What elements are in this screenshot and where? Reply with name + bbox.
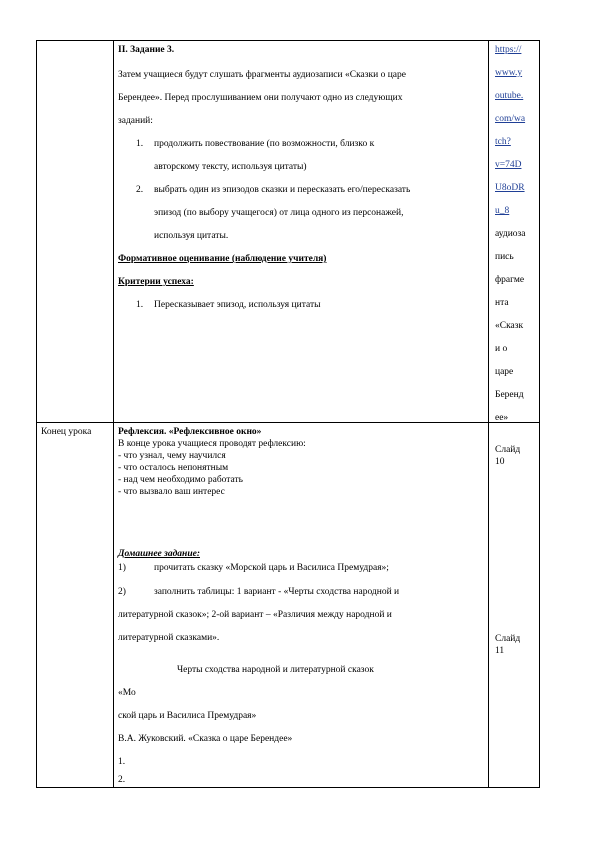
reflection-intro: В конце урока учащиеся проводят рефлексию: xyxy=(118,439,306,449)
comparison-table-caption: Черты сходства народной и литературной сказок xyxy=(177,665,374,675)
task-list-item: эпизод (по выбору учащегося) от лица одного из персонажей, xyxy=(154,208,404,218)
resource-link-line[interactable]: com/wa xyxy=(495,114,526,124)
comparison-row-number: 2. xyxy=(118,775,126,785)
resource-description: царе xyxy=(495,367,514,377)
assessment-label: Формативное оценивание (наблюдение учителя) xyxy=(118,254,327,264)
row-divider xyxy=(36,422,540,423)
table-border-right xyxy=(539,40,540,788)
homework-continuation: литературной сказками». xyxy=(118,633,220,643)
resource-description: Беренд xyxy=(495,390,524,400)
comparison-row-number: 1. xyxy=(118,757,126,767)
task-list-number: 1. xyxy=(136,139,144,149)
task-heading: II. Задание 3. xyxy=(118,45,175,55)
resource-description: ее» xyxy=(495,413,509,423)
criteria-heading: Критерии успеха: xyxy=(118,277,194,287)
reflection-item: - что осталось непонятным xyxy=(118,463,229,473)
task-list-item: выбрать один из эпизодов сказки и пересказать его/пересказать xyxy=(154,185,411,195)
homework-number: 2) xyxy=(118,587,126,597)
intro-line: Берендее». Перед прослушиванием они получают одно из следующих xyxy=(118,93,403,103)
homework-continuation: литературной сказок»; 2-ой вариант – «Различия между народной и xyxy=(118,610,392,620)
resource-link-line[interactable]: https:// xyxy=(495,45,522,55)
homework-item: заполнить таблицы: 1 вариант - «Черты сходства народной и xyxy=(154,587,400,597)
intro-line: заданий: xyxy=(118,116,153,126)
homework-number: 1) xyxy=(118,563,126,573)
resource-description: аудиоза xyxy=(495,229,526,239)
task-list-number: 2. xyxy=(136,185,144,195)
reflection-item: - что узнал, чему научился xyxy=(118,451,226,461)
homework-item: прочитать сказку «Морской царь и Василиса Премудрая»; xyxy=(154,563,389,573)
resource-description: «Сказк xyxy=(495,321,524,331)
table-border-top xyxy=(36,40,540,41)
resource-link-line[interactable]: www.y xyxy=(495,68,523,78)
slide-reference: 10 xyxy=(495,457,505,467)
comparison-column-title: ской царь и Василиса Премудрая» xyxy=(118,711,257,721)
resource-link-line[interactable]: tch? xyxy=(495,137,511,147)
intro-line: Затем учащиеся будут слушать фрагменты аудиозаписи «Сказки о царе xyxy=(118,70,406,80)
resource-link-line[interactable]: u_8 xyxy=(495,206,510,216)
resource-link-line[interactable]: U8oDR xyxy=(495,183,525,193)
task-list-item: продолжить повествование (по возможности, близко к xyxy=(154,139,375,149)
task-list-item: авторскому тексту, используя цитаты) xyxy=(154,162,307,172)
comparison-author-line: В.А. Жуковский. «Сказка о царе Берендее» xyxy=(118,734,293,744)
resource-description: нта xyxy=(495,298,509,308)
table-border-bottom xyxy=(36,787,540,788)
reflection-title: Рефлексия. «Рефлексивное окно» xyxy=(118,427,262,437)
slide-reference: Слайд xyxy=(495,634,521,644)
resource-link-line[interactable]: outube. xyxy=(495,91,524,101)
resource-link-line[interactable]: v=74D xyxy=(495,160,522,170)
criteria-item: Пересказывает эпизод, используя цитаты xyxy=(154,300,321,310)
slide-reference: Слайд xyxy=(495,445,521,455)
resource-description: и о xyxy=(495,344,508,354)
comparison-column-title: «Мо xyxy=(118,688,136,698)
lesson-stage-label: Конец урока xyxy=(41,427,92,437)
slide-reference: 11 xyxy=(495,646,505,656)
reflection-item: - над чем необходимо работать xyxy=(118,475,244,485)
table-border-left xyxy=(36,40,37,788)
homework-title: Домашнее задание: xyxy=(118,549,200,559)
criteria-number: 1. xyxy=(136,300,144,310)
resource-description: пись xyxy=(495,252,514,262)
resource-description: фрагме xyxy=(495,275,525,285)
task-list-item: используя цитаты. xyxy=(154,231,229,241)
column-divider-2 xyxy=(488,40,489,788)
reflection-item: - что вызвало ваш интерес xyxy=(118,487,225,497)
column-divider-1 xyxy=(113,40,114,788)
